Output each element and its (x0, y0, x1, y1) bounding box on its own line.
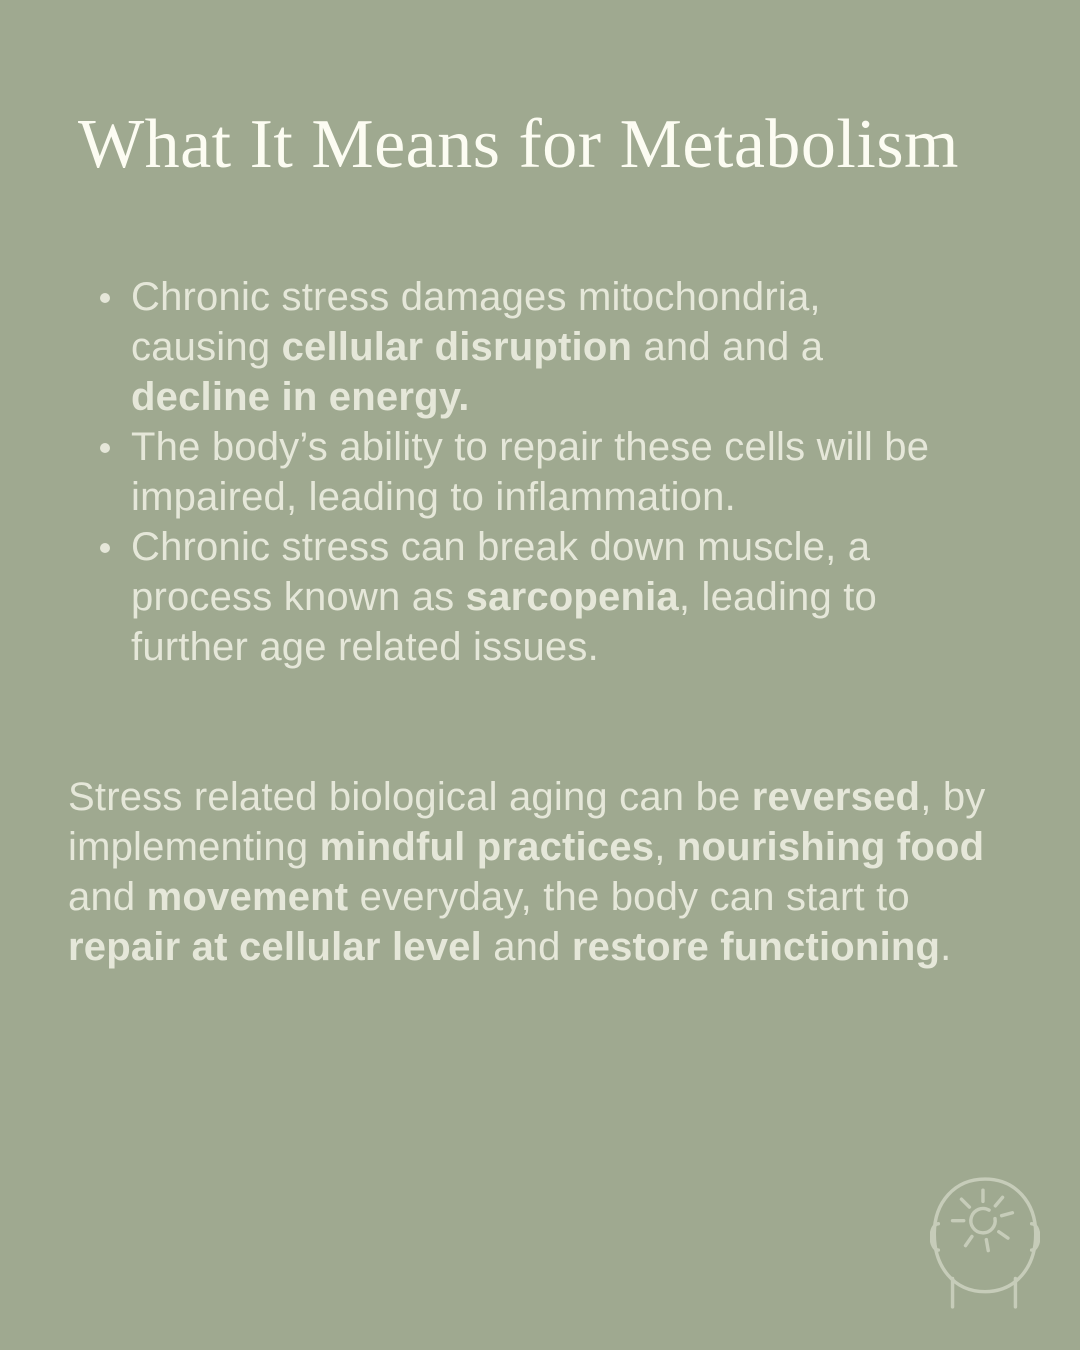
summary-paragraph: Stress related biological aging can be reversed, by implementing mindful practices, nourishing food and movement everyday, the body can start to repair at cellular level and restore functioning. (68, 775, 986, 969)
list-item (100, 272, 980, 422)
bullet-text: Chronic stress damages mitochondria, causing cellular disruption and and a decline in energy. (131, 275, 824, 419)
bullet-text: Chronic stress can break down muscle, a process known as sarcopenia, leading to further age related issues. (131, 525, 877, 669)
list-item (100, 522, 980, 672)
page-title: What It Means for Metabolism (78, 106, 960, 183)
bullet-text: The body’s ability to repair these cells will be impaired, leading to inflammation. (131, 425, 930, 519)
head-with-sun-rays-icon (930, 1173, 1040, 1315)
bullet-dot-icon (100, 293, 110, 303)
list-item (100, 422, 980, 522)
bullet-dot-icon (100, 443, 110, 453)
bullet-dot-icon (100, 543, 110, 553)
bullet-list (100, 272, 980, 672)
